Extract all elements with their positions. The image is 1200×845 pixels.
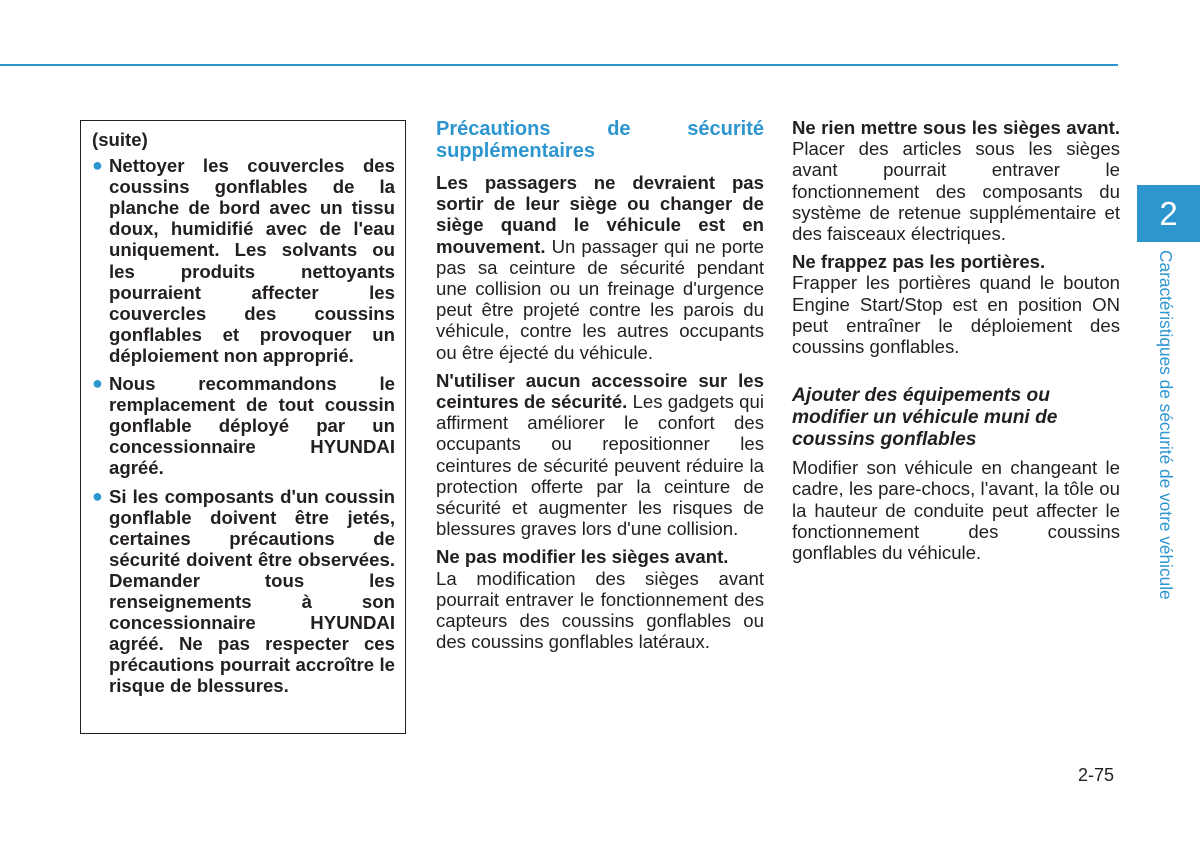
warning-item (92, 486, 395, 697)
paragraph-seats (436, 546, 764, 652)
warning-item (92, 155, 395, 366)
right-column (792, 117, 1120, 570)
paragraph-doors (792, 251, 1120, 357)
paragraph-accessories (436, 370, 764, 540)
paragraph-lead: Ne pas modifier les sièges avant. (436, 546, 729, 568)
paragraph-body: Frapper les portières quand le bouton Engine Start/Stop est en position ON peut entraîner le déploiement des coussins gonflables. (792, 272, 1120, 358)
chapter-tab: 2 (1137, 185, 1200, 242)
paragraph-body: Placer des articles sous les sièges avant pourrait entraver le fonctionnement des composants du système de retenue supplémentaire et des faisceaux électriques. (792, 138, 1120, 245)
warning-text: Si les composants d'un coussin gonflable doivent être jetés, certaines précautions de sécurité doivent être observées. Demander tous les renseignements à son concessionnaire HYUNDAI agréé. Ne pas respecter ces précautions pourrait accroître le risque de blessures. (109, 485, 395, 697)
paragraph-modify: Modifier son véhicule en changeant le cadre, les pare-chocs, l'avant, la tôle ou la hauteur de conduite peut affecter le fonctionnement des coussins gonflables du véhicule. (792, 457, 1120, 564)
paragraph-body: Un passager qui ne porte pas sa ceinture de sécurité pendant une collision ou un freinage d'urgence peut être projeté contre les parois du véhicule, contre les autres occupants ou être éjecté du véhicule. (436, 235, 764, 363)
middle-column (436, 117, 764, 659)
section-title: Précautions de sécurité supplémentaires (436, 118, 764, 162)
paragraph-body: Les gadgets qui affirment améliorer le confort des occupants ou repositionner les ceintures de sécurité peuvent réduire la protection offerte par la ceinture de sécurité et augmenter les risques de blessures graves lors d'une collision. (436, 391, 764, 540)
page-number: 2-75 (1078, 765, 1115, 785)
warning-box (80, 120, 406, 734)
chapter-title: Caractéristiques de sécurité de votre véhicule (1156, 250, 1176, 600)
warning-text: Nous recommandons le remplacement de tout coussin gonflable déployé par un concessionnaire HYUNDAI agréé. (109, 373, 395, 479)
paragraph-lead: N'utiliser aucun accessoire sur les ceintures de sécurité. (436, 369, 764, 413)
paragraph-body: La modification des sièges avant pourrait entraver le fonctionnement des capteurs des coussins gonflables ou des coussins gonflables latéraux. (436, 567, 764, 653)
subsection-heading: Ajouter des équipements ou modifier un véhicule muni de coussins gonflables (792, 385, 1058, 451)
paragraph-passengers (436, 172, 764, 363)
paragraph-lead: Ne rien mettre sous les sièges avant. (792, 117, 1120, 138)
paragraph-lead: Ne frappez pas les portières. (792, 251, 1046, 273)
warning-item (92, 373, 395, 478)
warning-list (92, 155, 395, 696)
paragraph-under-seats (792, 117, 1120, 244)
header-rule (0, 64, 1118, 66)
spacer (792, 364, 1120, 385)
paragraph-lead: Les passagers ne devraient pas sortir de leur siège ou changer de siège quand le véhicule est en mouvement. (436, 172, 764, 257)
continued-label: (suite) (92, 129, 148, 150)
bullet-icon: ● (92, 373, 103, 394)
bullet-icon: ● (92, 485, 103, 506)
warning-text: Nettoyer les couvercles des coussins gonflables de la planche de bord avec un tissu doux, humidifié avec de l'eau uniquement. Les solvants ou les produits nettoyants pourraient affecter les couvercles des coussins gonflables et provoquer un déploiement non approprié. (109, 155, 395, 366)
bullet-icon: ● (92, 155, 103, 176)
